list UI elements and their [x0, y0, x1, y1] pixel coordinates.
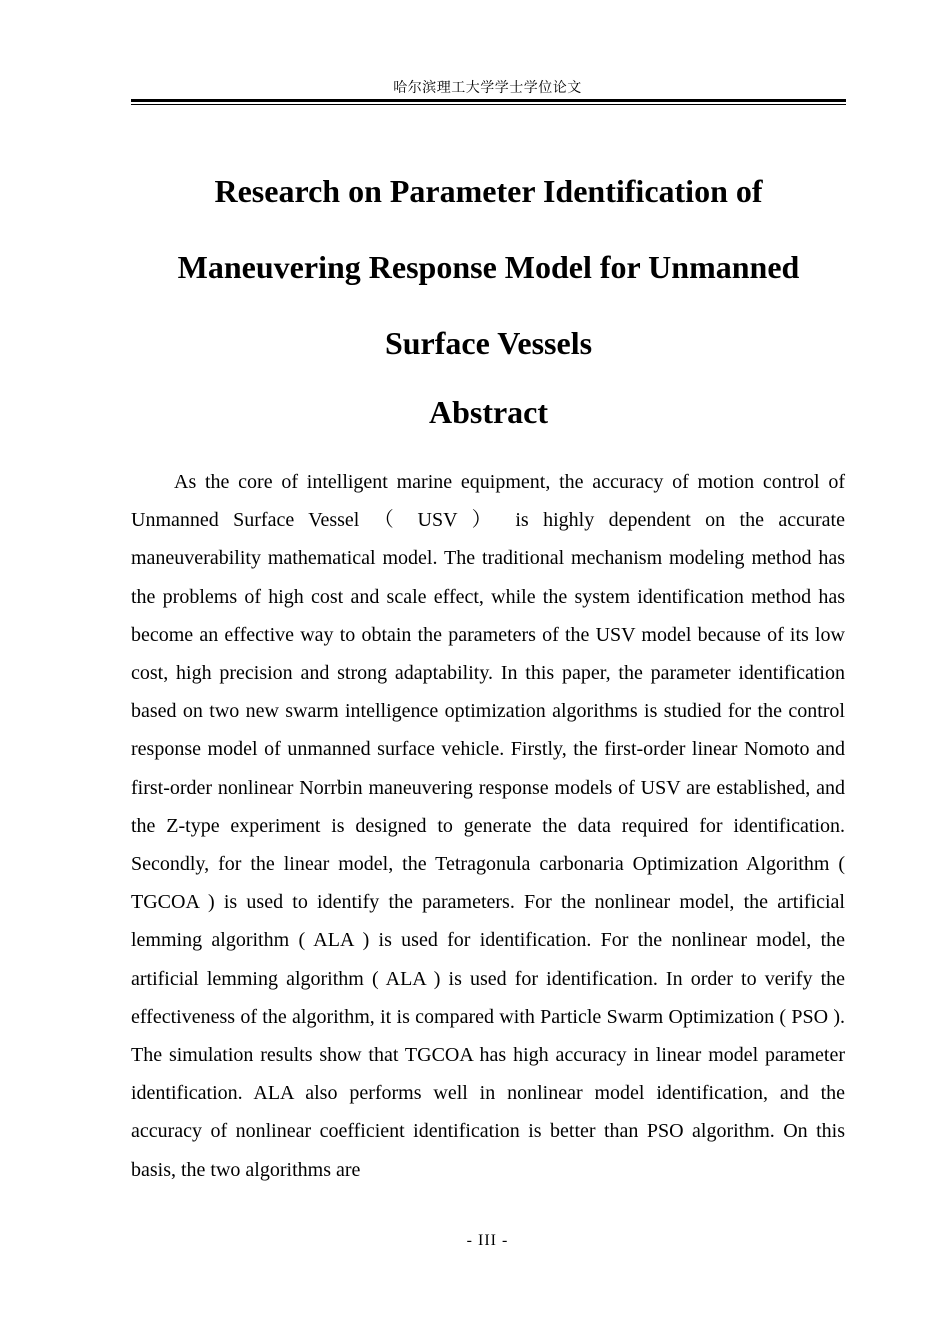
abstract-body: As the core of intelligent marine equipment, the accuracy of motion control of Unmanned Surface Vessel （ USV ） is highly dependent on the accurate maneuverability mathematical model. The traditional mechanism modeling method has the problems of high cost and scale effect, while the system identification method has become an effective way to obtain the parameters of the USV model because of its low cost, high precision and strong adaptability. In this paper, the parameter identification based on two new swarm intelligence optimization algorithms is studied for the control response model of unmanned surface vehicle. Firstly, the first-order linear Nomoto and first-order nonlinear Norrbin maneuvering response models of USV are established, and the Z-type experiment is designed to generate the data required for identification. Secondly, for the linear model, the Tetragonula carbonaria Optimization Algorithm ( TGCOA ) is used to identify the parameters. For the nonlinear model, the artificial lemming algorithm ( ALA ) is used for identification. For the nonlinear model, the artificial lemming algorithm ( ALA ) is used for identification. In order to verify the effectiveness of the algorithm, it is compared with Particle Swarm Optimization ( PSO ). The simulation results show that TGCOA has high accuracy in linear model parameter identification. ALA also performs well in nonlinear model identification, and the accuracy of nonlinear coefficient identification is better than PSO algorithm. On this basis, the two algorithms are [131, 471, 845, 1181]
title-line-2: Maneuvering Response Model for Unmanned [177, 249, 800, 285]
abstract-heading: Abstract [428, 394, 549, 430]
running-header: 哈尔滨理工大学学士学位论文 [393, 80, 582, 96]
thesis-title [131, 153, 846, 381]
page-number: - III - [466, 1232, 509, 1249]
header-rule-thick [131, 99, 846, 102]
title-line-3: Surface Vessels [384, 325, 593, 361]
title-line-1: Research on Parameter Identification of [214, 173, 763, 209]
header-rule-thin [131, 104, 846, 105]
